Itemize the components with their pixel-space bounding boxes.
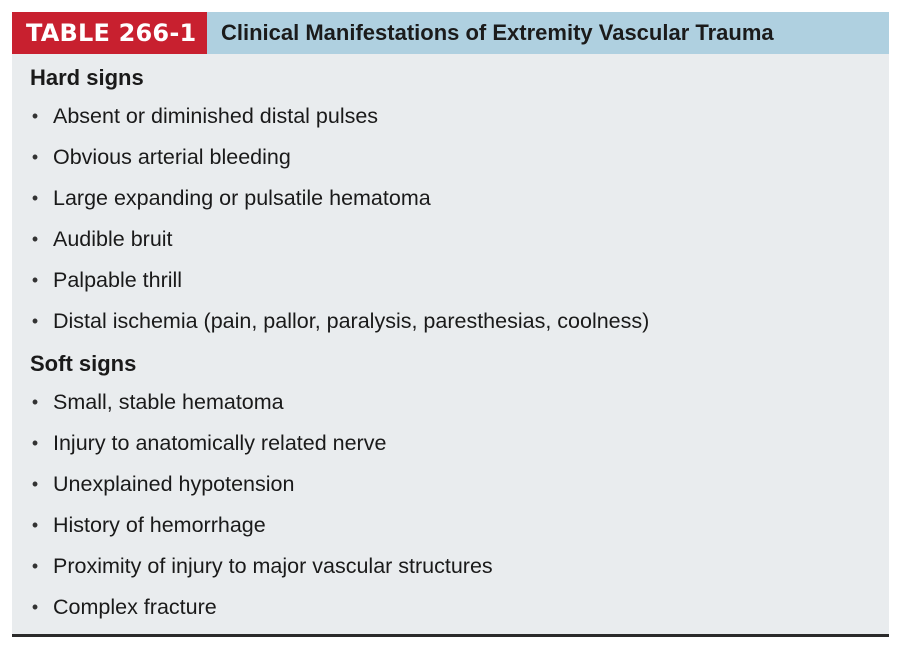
bullet-icon: • [31, 311, 39, 331]
table-header [12, 12, 889, 54]
list-item [12, 301, 889, 342]
table-title: Clinical Manifestations of Extremity Vascular Trauma [221, 20, 774, 45]
list-item-text: History of hemorrhage [53, 513, 266, 537]
list-item-text: Palpable thrill [53, 268, 183, 292]
list-item-text: Absent or diminished distal pulses [53, 104, 379, 128]
sign-list [12, 96, 889, 342]
bullet-icon: • [31, 229, 39, 249]
section-hard-signs [12, 60, 889, 342]
bullet-icon: • [31, 433, 39, 453]
list-item-text: Proximity of injury to major vascular structures [53, 554, 493, 578]
list-item [12, 382, 889, 423]
list-item-text: Injury to anatomically related nerve [53, 431, 387, 455]
list-item [12, 219, 889, 260]
clinical-table [12, 12, 889, 636]
bullet-icon: • [31, 556, 39, 576]
list-item [12, 137, 889, 178]
bullet-icon: • [31, 597, 39, 617]
list-item [12, 546, 889, 587]
list-item-text: Large expanding or pulsatile hematoma [53, 186, 431, 210]
section-heading: Hard signs [30, 65, 144, 90]
list-item [12, 587, 889, 628]
bullet-icon: • [31, 270, 39, 290]
list-item [12, 96, 889, 137]
bullet-icon: • [31, 392, 39, 412]
bullet-icon: • [31, 515, 39, 535]
list-item [12, 423, 889, 464]
list-item [12, 464, 889, 505]
list-item-text: Unexplained hypotension [53, 472, 295, 496]
table-body [12, 60, 889, 632]
table-bottom-rule [12, 634, 889, 637]
list-item-text: Small, stable hematoma [53, 390, 284, 414]
list-item-text: Audible bruit [53, 227, 173, 251]
bullet-icon: • [31, 188, 39, 208]
sign-list [12, 382, 889, 628]
section-heading: Soft signs [30, 351, 137, 376]
section-soft-signs [12, 346, 889, 628]
list-item [12, 178, 889, 219]
table-number-label: TABLE 266-1 [12, 12, 207, 54]
bullet-icon: • [31, 474, 39, 494]
list-item [12, 260, 889, 301]
list-item-text: Obvious arterial bleeding [53, 145, 291, 169]
bullet-icon: • [31, 106, 39, 126]
bullet-icon: • [31, 147, 39, 167]
list-item [12, 505, 889, 546]
list-item-text: Complex fracture [53, 595, 217, 619]
list-item-text: Distal ischemia (pain, pallor, paralysis, paresthesias, coolness) [53, 309, 650, 333]
